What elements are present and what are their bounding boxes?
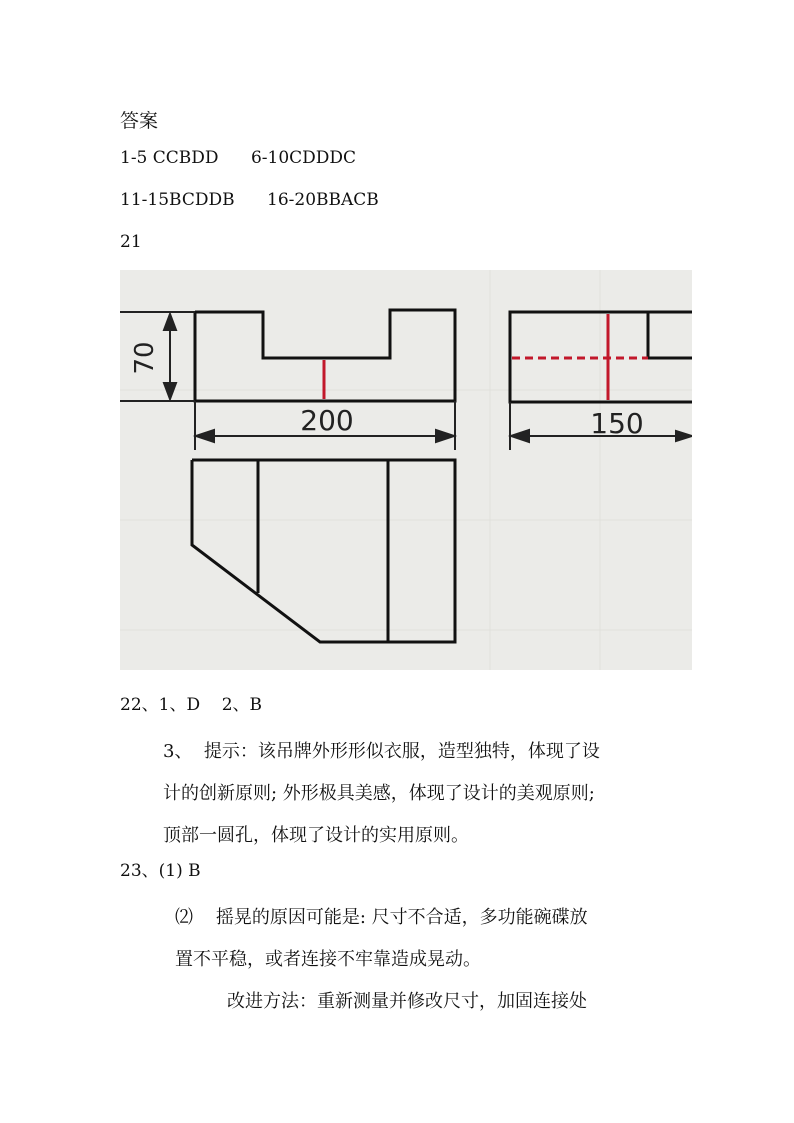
question-23-part2-line-2: 置不平稳，或者连接不牢靠造成晃动。: [175, 949, 481, 970]
three-view-drawing-photo: [120, 270, 692, 670]
question-22-hint-line-1: 3、 提示：该吊牌外形形似衣服，造型独特，体现了设: [163, 741, 600, 762]
question-23-answer-1: 23、(1) B: [120, 861, 201, 881]
choice-answers-11-20: 11-15BCDDB 16-20BBACB: [120, 190, 379, 210]
question-22-hint-line-2: 计的创新原则; 外形极具美感，体现了设计的美观原则;: [163, 783, 595, 804]
side-width-dimension-label: 150: [590, 407, 644, 440]
choice-answers-1-10: 1-5 CCBDD 6-10CDDDC: [120, 148, 357, 168]
answers-heading: 答案: [120, 110, 159, 132]
question-23-part2-line-1: ⑵ 摇晃的原因可能是: 尺寸不合适，多功能碗碟放: [175, 907, 588, 928]
height-dimension-label: 70: [130, 341, 160, 375]
top-view: [192, 460, 455, 642]
question-21-number: 21: [120, 232, 142, 252]
side-view: [510, 312, 692, 402]
question-22-hint-line-3: 顶部一圆孔，体现了设计的实用原则。: [163, 825, 469, 846]
front-width-dimension-label: 200: [300, 404, 354, 437]
question-23-improvement: 改进方法：重新测量并修改尺寸，加固连接处: [227, 991, 587, 1012]
question-22-answers: 22、1、D 2、B: [120, 695, 263, 715]
